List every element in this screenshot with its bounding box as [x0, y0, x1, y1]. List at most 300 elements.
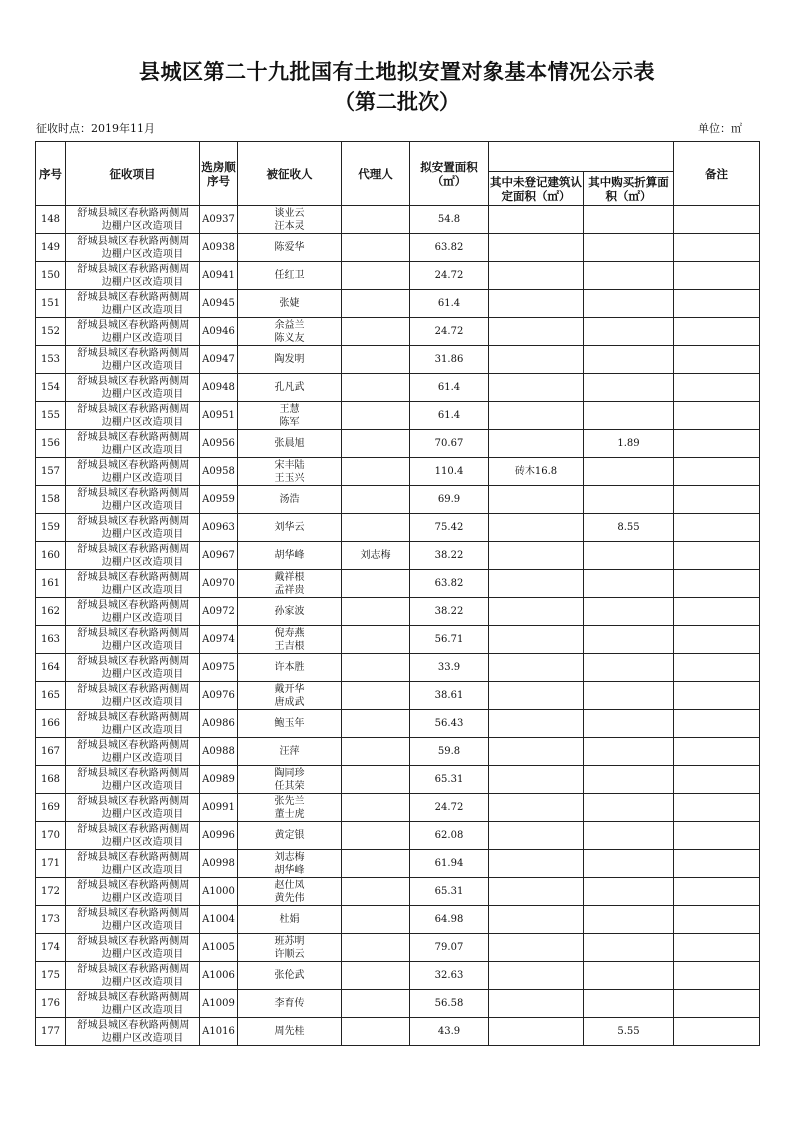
- cell-purchased: [584, 878, 674, 906]
- cell-purchased: 1.89: [584, 430, 674, 458]
- cell-project: [66, 794, 200, 822]
- project-line-1: 舒城县城区春秋路两侧周: [77, 431, 190, 443]
- expropriated-name-1: 宋丰陆: [274, 459, 305, 471]
- expropriated-name-2: 陈军: [279, 416, 300, 428]
- expropriated-name-1: 汪萍: [279, 746, 300, 757]
- cell-agent: [342, 626, 410, 654]
- cell-unregistered: [489, 990, 584, 1018]
- cell-purchased: [584, 402, 674, 430]
- cell-purchased: [584, 850, 674, 878]
- table-row: [36, 514, 760, 542]
- cell-expropriated: [238, 430, 342, 458]
- collection-time: 征收时点：2019年11月: [36, 122, 155, 135]
- cell-project: [66, 934, 200, 962]
- cell-purchased: [584, 542, 674, 570]
- cell-project: [66, 738, 200, 766]
- cell-project: [66, 962, 200, 990]
- cell-seq: 177: [36, 1018, 66, 1046]
- expropriated-name-1: 张先兰: [274, 795, 305, 807]
- project-line-1: 舒城县城区春秋路两侧周: [77, 795, 190, 807]
- cell-purchased: 8.55: [584, 514, 674, 542]
- cell-seq: 154: [36, 374, 66, 402]
- cell-remark: [674, 430, 760, 458]
- header-agent: 代理人: [342, 142, 410, 206]
- project-line-1: 舒城县城区春秋路两侧周: [77, 347, 190, 359]
- cell-project: [66, 1018, 200, 1046]
- project-line-2: 边棚户区改造项目: [101, 1032, 184, 1044]
- cell-project: [66, 514, 200, 542]
- table-row: [36, 570, 760, 598]
- project-line-2: 边棚户区改造项目: [101, 836, 184, 848]
- cell-purchased: [584, 766, 674, 794]
- cell-expropriated: [238, 990, 342, 1018]
- expropriated-name-1: 杜娟: [279, 914, 300, 925]
- cell-unregistered: [489, 430, 584, 458]
- cell-project: [66, 346, 200, 374]
- cell-remark: [674, 962, 760, 990]
- cell-room-no: A0998: [200, 850, 238, 878]
- cell-expropriated: [238, 346, 342, 374]
- cell-agent: [342, 682, 410, 710]
- cell-room-no: A0959: [200, 486, 238, 514]
- cell-purchased: [584, 374, 674, 402]
- cell-room-no: A0958: [200, 458, 238, 486]
- expropriated-name-1: 孙家波: [274, 606, 305, 617]
- cell-seq: 169: [36, 794, 66, 822]
- project-line-2: 边棚户区改造项目: [101, 864, 184, 876]
- cell-agent: [342, 738, 410, 766]
- cell-seq: 170: [36, 822, 66, 850]
- cell-expropriated: [238, 766, 342, 794]
- expropriated-name-2: 汪本灵: [274, 220, 305, 232]
- cell-remark: [674, 794, 760, 822]
- cell-seq: 163: [36, 626, 66, 654]
- cell-purchased: 5.55: [584, 1018, 674, 1046]
- cell-area: 63.82: [410, 234, 489, 262]
- cell-project: [66, 878, 200, 906]
- cell-purchased: [584, 710, 674, 738]
- cell-purchased: [584, 962, 674, 990]
- header-purchased: 其中购买折算面积（㎡）: [584, 172, 674, 206]
- expropriated-name-1: 鲍玉年: [274, 718, 305, 729]
- cell-room-no: A1016: [200, 1018, 238, 1046]
- table-row: [36, 430, 760, 458]
- project-line-2: 边棚户区改造项目: [101, 360, 184, 372]
- cell-seq: 176: [36, 990, 66, 1018]
- project-line-1: 舒城县城区春秋路两侧周: [77, 319, 190, 331]
- cell-area: 110.4: [410, 458, 489, 486]
- project-line-1: 舒城县城区春秋路两侧周: [77, 683, 190, 695]
- cell-unregistered: [489, 626, 584, 654]
- cell-unregistered: [489, 234, 584, 262]
- project-line-2: 边棚户区改造项目: [101, 724, 184, 736]
- cell-expropriated: [238, 794, 342, 822]
- expropriated-name-2: 黄先伟: [274, 892, 305, 904]
- expropriated-name-1: 胡华峰: [274, 550, 305, 561]
- cell-area: 69.9: [410, 486, 489, 514]
- project-line-1: 舒城县城区春秋路两侧周: [77, 963, 190, 975]
- header-area: 拟安置面积（㎡）: [410, 142, 489, 206]
- cell-agent: [342, 710, 410, 738]
- table-row: [36, 626, 760, 654]
- cell-purchased: [584, 262, 674, 290]
- cell-remark: [674, 542, 760, 570]
- cell-remark: [674, 878, 760, 906]
- project-line-1: 舒城县城区春秋路两侧周: [77, 375, 190, 387]
- cell-room-no: A0988: [200, 738, 238, 766]
- cell-area: 59.8: [410, 738, 489, 766]
- cell-room-no: A0937: [200, 206, 238, 234]
- table-row: [36, 934, 760, 962]
- cell-agent: [342, 234, 410, 262]
- project-line-1: 舒城县城区春秋路两侧周: [77, 487, 190, 499]
- table-row: [36, 290, 760, 318]
- cell-area: 79.07: [410, 934, 489, 962]
- header-unregistered: 其中未登记建筑认定面积（㎡）: [489, 172, 584, 206]
- project-line-2: 边棚户区改造项目: [101, 920, 184, 932]
- cell-remark: [674, 990, 760, 1018]
- expropriated-name-2: 唐成武: [274, 696, 305, 708]
- table-row: [36, 486, 760, 514]
- project-line-1: 舒城县城区春秋路两侧周: [77, 935, 190, 947]
- cell-area: 70.67: [410, 430, 489, 458]
- expropriated-name-1: 陶同珍: [274, 767, 305, 779]
- table-row: [36, 822, 760, 850]
- table-row: [36, 766, 760, 794]
- table-row: [36, 878, 760, 906]
- cell-room-no: A0970: [200, 570, 238, 598]
- cell-unregistered: [489, 486, 584, 514]
- cell-seq: 173: [36, 906, 66, 934]
- cell-expropriated: [238, 934, 342, 962]
- cell-unregistered: [489, 878, 584, 906]
- cell-unregistered: [489, 318, 584, 346]
- cell-area: 56.43: [410, 710, 489, 738]
- cell-expropriated: [238, 822, 342, 850]
- cell-project: [66, 262, 200, 290]
- cell-project: [66, 430, 200, 458]
- cell-unregistered: [489, 1018, 584, 1046]
- resettlement-table: [35, 141, 760, 1046]
- cell-purchased: [584, 682, 674, 710]
- cell-area: 24.72: [410, 794, 489, 822]
- project-line-2: 边棚户区改造项目: [101, 332, 184, 344]
- cell-seq: 166: [36, 710, 66, 738]
- cell-agent: [342, 374, 410, 402]
- cell-room-no: A0972: [200, 598, 238, 626]
- cell-room-no: A0946: [200, 318, 238, 346]
- cell-area: 64.98: [410, 906, 489, 934]
- cell-project: [66, 990, 200, 1018]
- cell-remark: [674, 850, 760, 878]
- cell-remark: [674, 374, 760, 402]
- cell-remark: [674, 682, 760, 710]
- cell-seq: 153: [36, 346, 66, 374]
- cell-expropriated: [238, 962, 342, 990]
- project-line-1: 舒城县城区春秋路两侧周: [77, 459, 190, 471]
- cell-project: [66, 402, 200, 430]
- cell-project: [66, 206, 200, 234]
- cell-seq: 149: [36, 234, 66, 262]
- cell-unregistered: [489, 402, 584, 430]
- project-line-1: 舒城县城区春秋路两侧周: [77, 235, 190, 247]
- cell-room-no: A0941: [200, 262, 238, 290]
- project-line-2: 边棚户区改造项目: [101, 752, 184, 764]
- expropriated-name-1: 张晨旭: [274, 438, 305, 449]
- cell-unregistered: [489, 906, 584, 934]
- cell-expropriated: [238, 850, 342, 878]
- cell-purchased: [584, 346, 674, 374]
- header-room-no: 选房顺序号: [200, 142, 238, 206]
- table-row: [36, 962, 760, 990]
- cell-expropriated: [238, 234, 342, 262]
- table-row: [36, 794, 760, 822]
- table-row: [36, 850, 760, 878]
- cell-expropriated: [238, 878, 342, 906]
- cell-remark: [674, 402, 760, 430]
- cell-room-no: A0991: [200, 794, 238, 822]
- expropriated-name-1: 赵仕凤: [274, 879, 305, 891]
- cell-unregistered: [489, 710, 584, 738]
- project-line-2: 边棚户区改造项目: [101, 640, 184, 652]
- cell-purchased: [584, 598, 674, 626]
- cell-unregistered: [489, 262, 584, 290]
- cell-expropriated: [238, 318, 342, 346]
- cell-room-no: A0976: [200, 682, 238, 710]
- cell-seq: 157: [36, 458, 66, 486]
- table-row: [36, 346, 760, 374]
- cell-project: [66, 486, 200, 514]
- cell-remark: [674, 1018, 760, 1046]
- cell-purchased: [584, 318, 674, 346]
- project-line-2: 边棚户区改造项目: [101, 668, 184, 680]
- cell-room-no: A0948: [200, 374, 238, 402]
- cell-agent: [342, 934, 410, 962]
- cell-agent: [342, 654, 410, 682]
- cell-room-no: A0956: [200, 430, 238, 458]
- cell-project: [66, 374, 200, 402]
- cell-agent: [342, 318, 410, 346]
- expropriated-name-1: 陈爱华: [274, 242, 305, 253]
- cell-area: 65.31: [410, 766, 489, 794]
- cell-project: [66, 710, 200, 738]
- expropriated-name-1: 汤浩: [279, 494, 300, 505]
- page-title: 县城区第二十九批国有土地拟安置对象基本情况公示表: [139, 60, 655, 84]
- cell-project: [66, 654, 200, 682]
- cell-unregistered: [489, 514, 584, 542]
- cell-agent: [342, 402, 410, 430]
- expropriated-name-1: 任红卫: [274, 270, 305, 281]
- cell-purchased: [584, 822, 674, 850]
- table-row: [36, 262, 760, 290]
- cell-unregistered: [489, 822, 584, 850]
- table-row: [36, 654, 760, 682]
- cell-room-no: A0951: [200, 402, 238, 430]
- expropriated-name-1: 戴祥根: [274, 571, 305, 583]
- table-row: [36, 234, 760, 262]
- project-line-1: 舒城县城区春秋路两侧周: [77, 599, 190, 611]
- cell-agent: [342, 430, 410, 458]
- cell-agent: [342, 850, 410, 878]
- table-row: [36, 206, 760, 234]
- cell-seq: 171: [36, 850, 66, 878]
- project-line-2: 边棚户区改造项目: [101, 948, 184, 960]
- cell-area: 61.4: [410, 290, 489, 318]
- cell-remark: [674, 626, 760, 654]
- cell-room-no: A1000: [200, 878, 238, 906]
- cell-purchased: [584, 570, 674, 598]
- expropriated-name-1: 余益兰: [274, 319, 305, 331]
- cell-room-no: A0974: [200, 626, 238, 654]
- project-line-2: 边棚户区改造项目: [101, 304, 184, 316]
- project-line-2: 边棚户区改造项目: [101, 892, 184, 904]
- cell-area: 62.08: [410, 822, 489, 850]
- project-line-2: 边棚户区改造项目: [101, 500, 184, 512]
- cell-purchased: [584, 486, 674, 514]
- cell-agent: [342, 458, 410, 486]
- cell-purchased: [584, 934, 674, 962]
- project-line-1: 舒城县城区春秋路两侧周: [77, 991, 190, 1003]
- cell-agent: [342, 962, 410, 990]
- project-line-1: 舒城县城区春秋路两侧周: [77, 711, 190, 723]
- cell-seq: 167: [36, 738, 66, 766]
- project-line-2: 边棚户区改造项目: [101, 276, 184, 288]
- cell-seq: 161: [36, 570, 66, 598]
- expropriated-name-2: 任其荣: [274, 780, 305, 792]
- expropriated-name-2: 孟祥贵: [274, 584, 305, 596]
- cell-purchased: [584, 990, 674, 1018]
- cell-seq: 174: [36, 934, 66, 962]
- project-line-1: 舒城县城区春秋路两侧周: [77, 655, 190, 667]
- table-row: [36, 374, 760, 402]
- cell-purchased: [584, 458, 674, 486]
- cell-area: 61.4: [410, 402, 489, 430]
- project-line-2: 边棚户区改造项目: [101, 472, 184, 484]
- project-line-2: 边棚户区改造项目: [101, 780, 184, 792]
- cell-seq: 165: [36, 682, 66, 710]
- project-line-2: 边棚户区改造项目: [101, 388, 184, 400]
- cell-area: 54.8: [410, 206, 489, 234]
- cell-project: [66, 850, 200, 878]
- cell-room-no: A1006: [200, 962, 238, 990]
- cell-expropriated: [238, 906, 342, 934]
- expropriated-name-1: 王慧: [279, 403, 300, 415]
- project-line-1: 舒城县城区春秋路两侧周: [77, 739, 190, 751]
- expropriated-name-1: 黄定银: [274, 830, 305, 841]
- project-line-1: 舒城县城区春秋路两侧周: [77, 291, 190, 303]
- cell-seq: 150: [36, 262, 66, 290]
- expropriated-name-1: 李育传: [274, 998, 305, 1009]
- cell-expropriated: [238, 486, 342, 514]
- cell-seq: 162: [36, 598, 66, 626]
- cell-room-no: A0967: [200, 542, 238, 570]
- cell-purchased: [584, 206, 674, 234]
- cell-area: 33.9: [410, 654, 489, 682]
- cell-remark: [674, 710, 760, 738]
- cell-seq: 159: [36, 514, 66, 542]
- table-row: [36, 738, 760, 766]
- cell-room-no: A0938: [200, 234, 238, 262]
- expropriated-name-1: 陶发明: [274, 354, 305, 365]
- cell-room-no: A1005: [200, 934, 238, 962]
- cell-expropriated: [238, 710, 342, 738]
- cell-expropriated: [238, 570, 342, 598]
- cell-unregistered: [489, 206, 584, 234]
- cell-area: 63.82: [410, 570, 489, 598]
- cell-expropriated: [238, 206, 342, 234]
- cell-remark: [674, 458, 760, 486]
- cell-unregistered: [489, 934, 584, 962]
- cell-expropriated: [238, 598, 342, 626]
- expropriated-name-2: 许顺云: [274, 948, 305, 960]
- expropriated-name-2: 陈义友: [274, 332, 305, 344]
- project-line-2: 边棚户区改造项目: [101, 976, 184, 988]
- header-blank-span: [489, 142, 674, 172]
- cell-remark: [674, 766, 760, 794]
- cell-seq: 155: [36, 402, 66, 430]
- project-line-1: 舒城县城区春秋路两侧周: [77, 515, 190, 527]
- cell-agent: [342, 990, 410, 1018]
- cell-remark: [674, 346, 760, 374]
- project-line-1: 舒城县城区春秋路两侧周: [77, 543, 190, 555]
- expropriated-name-1: 刘志梅: [274, 851, 305, 863]
- cell-seq: 151: [36, 290, 66, 318]
- cell-purchased: [584, 290, 674, 318]
- project-line-2: 边棚户区改造项目: [101, 220, 184, 232]
- header-remark: 备注: [674, 142, 760, 206]
- cell-area: 31.86: [410, 346, 489, 374]
- project-line-2: 边棚户区改造项目: [101, 444, 184, 456]
- cell-agent: [342, 822, 410, 850]
- cell-remark: [674, 290, 760, 318]
- cell-agent: [342, 486, 410, 514]
- cell-remark: [674, 654, 760, 682]
- table-row: [36, 906, 760, 934]
- cell-purchased: [584, 626, 674, 654]
- expropriated-name-1: 周先桂: [274, 1026, 305, 1037]
- project-line-2: 边棚户区改造项目: [101, 612, 184, 624]
- cell-remark: [674, 206, 760, 234]
- cell-area: 24.72: [410, 318, 489, 346]
- cell-project: [66, 906, 200, 934]
- cell-room-no: A0975: [200, 654, 238, 682]
- expropriated-name-2: 董士虎: [274, 808, 305, 820]
- cell-agent: [342, 346, 410, 374]
- cell-unregistered: [489, 850, 584, 878]
- cell-purchased: [584, 794, 674, 822]
- cell-agent: [342, 906, 410, 934]
- cell-project: [66, 598, 200, 626]
- cell-purchased: [584, 234, 674, 262]
- expropriated-name-2: 胡华峰: [274, 864, 305, 876]
- cell-area: 75.42: [410, 514, 489, 542]
- cell-agent: [342, 262, 410, 290]
- project-line-1: 舒城县城区春秋路两侧周: [77, 879, 190, 891]
- cell-area: 61.4: [410, 374, 489, 402]
- cell-room-no: A0945: [200, 290, 238, 318]
- project-line-2: 边棚户区改造项目: [101, 808, 184, 820]
- cell-purchased: [584, 906, 674, 934]
- cell-unregistered: [489, 570, 584, 598]
- project-line-1: 舒城县城区春秋路两侧周: [77, 627, 190, 639]
- cell-purchased: [584, 738, 674, 766]
- project-line-2: 边棚户区改造项目: [101, 248, 184, 260]
- cell-agent: [342, 290, 410, 318]
- project-line-2: 边棚户区改造项目: [101, 1004, 184, 1016]
- cell-expropriated: [238, 542, 342, 570]
- cell-unregistered: [489, 794, 584, 822]
- cell-expropriated: [238, 374, 342, 402]
